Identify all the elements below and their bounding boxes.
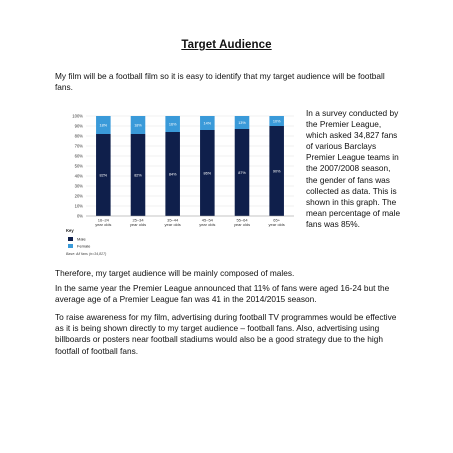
data-label: 82%	[134, 173, 142, 178]
data-label: 82%	[99, 173, 108, 178]
x-category-label: 25–34	[132, 217, 144, 223]
data-label: 13%	[238, 120, 246, 125]
data-label: 14%	[203, 121, 212, 126]
y-tick-label: 0%	[76, 213, 83, 219]
intro-paragraph: My film will be a football film so it is easy to identify that my target audience will be football fans.	[55, 71, 385, 93]
conclusion-paragraph: Therefore, my target audience will be mainly composed of males.	[55, 268, 295, 278]
legend-label-female: Female	[77, 243, 91, 249]
legend-label-male: Male	[77, 236, 86, 242]
data-label: 84%	[168, 172, 177, 177]
x-category-label: year olds	[95, 222, 112, 227]
data-label: 16%	[168, 122, 177, 127]
gender-chart	[60, 108, 296, 260]
y-tick-label: 80%	[74, 133, 83, 139]
survey-paragraph: In a survey conducted by the Premier League, which asked 34,827 fans of various Barclays Premier League teams in the 2007/2008 season, the gender of fans was collected as data. This is shown in this graph. The mean percentage of male fans was 85%.	[306, 108, 401, 229]
x-category-label: 16–24	[97, 217, 109, 223]
y-tick-label: 50%	[74, 163, 83, 169]
x-category-label: year olds	[199, 222, 216, 227]
awareness-paragraph: To raise awareness for my film, advertising during football TV programmes would be effective as it is being shown directly to my target audience – football fans. Also, advertising using billboards or posters near football stadiums would also be a good strategy due to the high footfall of football fans.	[55, 312, 397, 356]
x-category-label: 55–64	[236, 217, 248, 223]
x-category-label: 65+	[273, 217, 281, 223]
data-label: 90%	[272, 169, 281, 174]
chart-base-note: Base: All fans (n=34,827)	[66, 252, 107, 256]
data-label: 18%	[134, 123, 142, 128]
legend-title: Key	[66, 228, 74, 233]
y-tick-label: 10%	[74, 203, 83, 209]
y-tick-label: 70%	[74, 143, 83, 149]
page-title: Target Audience	[181, 39, 272, 51]
age-paragraph: In the same year the Premier League announced that 11% of fans were aged 16-24 but the average age of a Premier League fan was 41 in the 2014/2015 season.	[55, 283, 390, 305]
y-tick-label: 20%	[74, 193, 83, 199]
y-tick-label: 60%	[74, 153, 83, 159]
x-category-label: year olds	[164, 222, 181, 227]
x-category-label: year olds	[268, 222, 285, 227]
legend-swatch-male	[68, 237, 73, 241]
data-label: 86%	[203, 171, 212, 176]
y-tick-label: 40%	[74, 173, 83, 179]
x-category-label: 35–44	[167, 217, 179, 223]
legend-swatch-female	[68, 244, 73, 248]
data-label: 87%	[238, 170, 246, 175]
x-category-label: year olds	[129, 222, 147, 227]
x-category-label: 45–54	[201, 217, 213, 223]
chart-svg	[60, 108, 296, 260]
data-label: 18%	[99, 123, 108, 128]
x-category-label: year olds	[233, 222, 251, 227]
y-tick-label: 90%	[74, 123, 83, 129]
y-tick-label: 100%	[72, 113, 83, 119]
y-tick-label: 30%	[74, 183, 83, 189]
data-label: 10%	[272, 119, 281, 124]
